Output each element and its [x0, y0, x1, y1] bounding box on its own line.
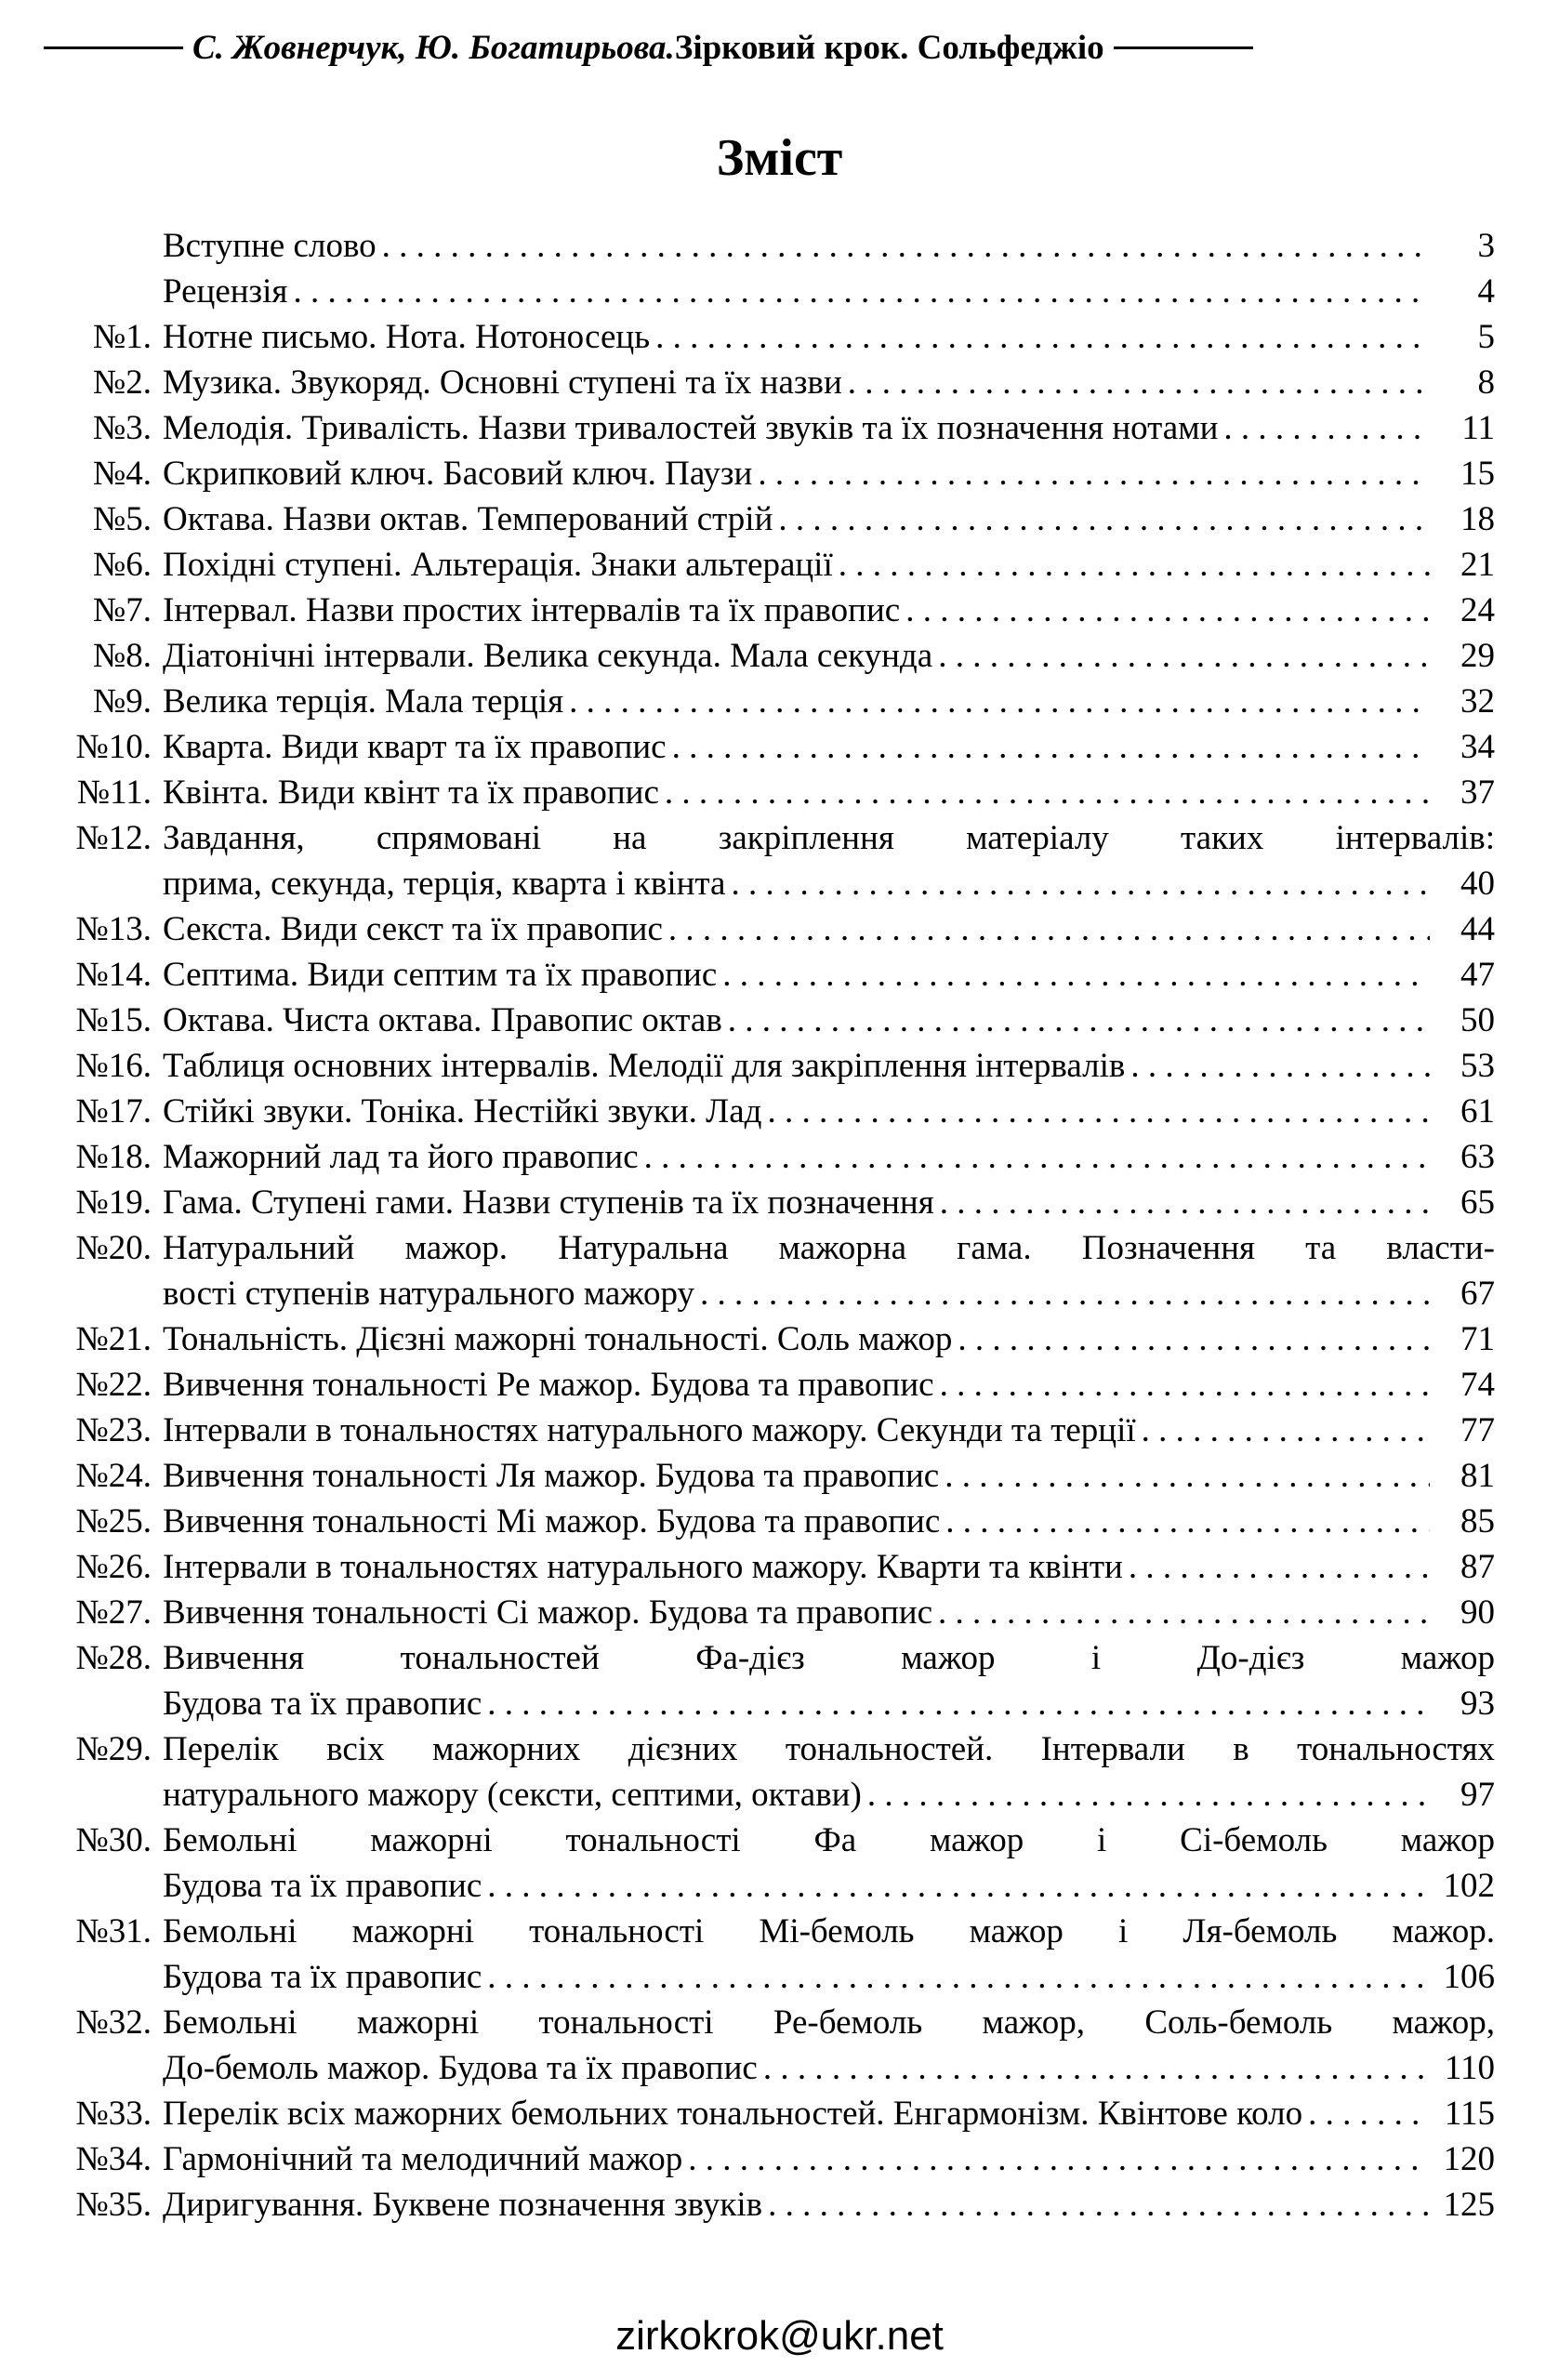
- toc-entry-page: 85: [1460, 1502, 1495, 1540]
- toc-entry-page: 63: [1460, 1138, 1495, 1176]
- toc-entry-last-line: [163, 906, 1495, 952]
- toc-dot-leader: [487, 1863, 1430, 1909]
- toc-entry-title: Мелодія. Тривалість. Назви тривалостей звуків та їх позначення нотами: [163, 409, 1219, 447]
- toc-entry-body: [152, 1544, 1495, 1590]
- toc-dot-leader: [672, 724, 1430, 770]
- toc-dot-leader: [945, 1499, 1430, 1544]
- toc-entry-number: №33.: [75, 2095, 152, 2133]
- toc-entry-last-line: [163, 542, 1495, 588]
- toc-entry: [45, 1909, 1495, 2000]
- toc-entry: [45, 496, 1495, 542]
- toc-entry: [45, 1499, 1495, 1544]
- toc-entry-page: 8: [1477, 364, 1495, 402]
- toc-entry-page: 90: [1460, 1593, 1495, 1632]
- toc-entry-number: №12.: [75, 819, 152, 857]
- toc-entry-number: №1.: [92, 318, 152, 356]
- toc-entry-page: 47: [1460, 956, 1495, 994]
- page-title: Зміст: [716, 129, 843, 187]
- toc-entry-number: №6.: [92, 546, 152, 584]
- toc-entry-title-line: Бемольні мажорні тональності Мі-бемоль мажор і Ля-бемоль мажор.: [163, 1912, 1495, 1950]
- header-rule-right: [1114, 46, 1253, 49]
- toc-entry-body: [152, 1225, 1495, 1316]
- toc-entry-title: Вивчення тональності Ре мажор. Будова та правопис: [163, 1366, 934, 1404]
- toc-entry-title: До-бемоль мажор. Будова та їх правопис: [163, 2049, 758, 2087]
- toc-entry-body: [152, 998, 1495, 1043]
- toc-entry-title: Скрипковий ключ. Басовий ключ. Паузи: [163, 455, 753, 493]
- toc-entry: [45, 1544, 1495, 1590]
- toc-entry-body: [152, 770, 1495, 815]
- toc-entry: [45, 815, 1495, 906]
- toc-dot-leader: [728, 998, 1430, 1043]
- toc-entry: [45, 588, 1495, 633]
- toc-entry-page: 97: [1460, 1776, 1495, 1814]
- toc-entry-body: [152, 314, 1495, 360]
- toc-entry-number: №5.: [92, 500, 152, 538]
- toc-entry-last-line: [163, 1954, 1495, 2000]
- toc-entry-number: №11.: [76, 774, 152, 812]
- toc-entry: [45, 2091, 1495, 2136]
- toc-entry: [45, 906, 1495, 952]
- toc-entry: [45, 451, 1495, 496]
- toc-entry-title-line: Вивчення тональностей Фа-дієз мажор і До-дієз мажор: [163, 1639, 1495, 1677]
- toc-entry-title: Будова та їх правопис: [163, 1867, 482, 1905]
- toc-entry: [45, 679, 1495, 724]
- toc-entry-number: №23.: [75, 1411, 152, 1449]
- header-rule-left: [44, 46, 183, 49]
- toc-entry-title: Гармонічний та мелодичний мажор: [163, 2140, 683, 2178]
- toc-entry-title-line: Бемольні мажорні тональності Ре-бемоль мажор, Соль-бемоль мажор,: [163, 2003, 1495, 2042]
- toc-dot-leader: [768, 2182, 1430, 2228]
- toc-entry-page: 53: [1460, 1047, 1495, 1085]
- toc-entry-body: [152, 633, 1495, 679]
- toc-dot-leader: [867, 1772, 1430, 1818]
- toc-entry-number: [45, 223, 152, 269]
- toc-entry-page: 67: [1460, 1275, 1495, 1313]
- toc-entry-number: №25.: [75, 1502, 152, 1540]
- toc-entry-page: 11: [1461, 409, 1495, 447]
- toc-entry-last-line: [163, 1772, 1495, 1818]
- toc-entry: [45, 223, 1495, 269]
- toc-entry-page: 125: [1443, 2186, 1495, 2224]
- toc-entry-last-line: [163, 679, 1495, 724]
- toc-entry-title: Септима. Види септим та їх правопис: [163, 956, 718, 994]
- toc-entry-body: [152, 269, 1495, 314]
- toc-entry: [45, 998, 1495, 1043]
- toc-dot-leader: [688, 2136, 1430, 2182]
- toc-entry-title: вості ступенів натурального мажору: [163, 1275, 694, 1313]
- toc-entry-title: Таблиця основних інтервалів. Мелодії для закріплення інтервалів: [163, 1047, 1126, 1085]
- toc-entry: [45, 1362, 1495, 1408]
- toc-entry-body: [152, 724, 1495, 770]
- toc-entry: [45, 1453, 1495, 1499]
- toc-entry: [45, 724, 1495, 770]
- toc-dot-leader: [905, 588, 1430, 633]
- toc-entry-number: №13.: [75, 910, 152, 948]
- toc-entry-title: Інтервали в тональностях натурального мажору. Секунди та терції: [163, 1411, 1136, 1449]
- toc-entry-title: Інтервал. Назви простих інтервалів та їх правопис: [163, 591, 901, 629]
- toc-entry-last-line: [163, 770, 1495, 815]
- toc-entry-title: Вступне слово: [163, 227, 377, 265]
- toc-entry-body: [152, 1909, 1495, 2000]
- toc-entry-page: 24: [1460, 591, 1495, 629]
- toc-entry-body: [152, 588, 1495, 633]
- toc-entry-page: 3: [1477, 227, 1495, 265]
- toc-entry-number: №27.: [75, 1593, 152, 1632]
- toc-dot-leader: [569, 679, 1430, 724]
- toc-entry-page: 115: [1444, 2095, 1495, 2133]
- toc-entry-last-line: [163, 360, 1495, 405]
- toc-entry-last-line: [163, 1499, 1495, 1544]
- toc-entry-page: 65: [1460, 1183, 1495, 1222]
- toc-entry-number: №9.: [92, 682, 152, 721]
- toc-entry-title: прима, секунда, терція, кварта і квінта: [163, 865, 726, 903]
- toc-entry-page: 106: [1443, 1958, 1495, 1996]
- toc-entry: [45, 1316, 1495, 1362]
- toc-entry-page: 93: [1460, 1685, 1495, 1723]
- toc-entry-last-line: [163, 1681, 1495, 1726]
- toc-dot-leader: [487, 1954, 1430, 2000]
- toc-entry-body: [152, 1408, 1495, 1453]
- toc-entry-last-line: [163, 1362, 1495, 1408]
- toc-entry-body: [152, 1134, 1495, 1180]
- toc-entry-title: Кварта. Види кварт та їх правопис: [163, 728, 667, 766]
- toc-entry-page: 15: [1460, 455, 1495, 493]
- toc-entry-last-line: [163, 1863, 1495, 1909]
- toc-entry-page: 34: [1460, 728, 1495, 766]
- toc-dot-leader: [1142, 1408, 1430, 1453]
- toc-entry-number: №22.: [75, 1366, 152, 1404]
- toc-dot-leader: [382, 223, 1430, 269]
- toc-entry-last-line: [163, 1590, 1495, 1635]
- toc-entry-last-line: [163, 952, 1495, 998]
- toc-entry: [45, 1043, 1495, 1089]
- toc-entry-title-line: Завдання, спрямовані на закріплення матеріалу таких інтервалів:: [163, 819, 1495, 857]
- toc-entry-body: [152, 1180, 1495, 1225]
- toc-entry-title-line: Натуральний мажор. Натуральна мажорна гама. Позначення та власти-: [163, 1229, 1495, 1267]
- toc-entry-body: [152, 1818, 1495, 1909]
- toc-dot-leader: [731, 861, 1430, 906]
- toc-entry-number: №3.: [92, 409, 152, 447]
- table-of-contents: [45, 223, 1495, 2228]
- toc-entry-body: [152, 223, 1495, 269]
- toc-dot-leader: [722, 952, 1430, 998]
- toc-entry-number: №8.: [92, 637, 152, 675]
- toc-entry-number: №21.: [75, 1320, 152, 1358]
- toc-entry-last-line: [163, 1544, 1495, 1590]
- toc-entry-title: Музика. Звукоряд. Основні ступені та їх назви: [163, 364, 842, 402]
- toc-entry-title: натурального мажору (сексти, септими, октави): [163, 1776, 862, 1814]
- toc-entry-last-line: [163, 2091, 1495, 2136]
- toc-entry-last-line: [163, 223, 1495, 269]
- toc-entry-number: №26.: [75, 1548, 152, 1586]
- toc-entry-page: 44: [1460, 910, 1495, 948]
- toc-entry-page: 61: [1460, 1092, 1495, 1130]
- toc-entry: [45, 1180, 1495, 1225]
- toc-entry-last-line: [163, 314, 1495, 360]
- toc-entry-body: [152, 2182, 1495, 2228]
- toc-entry-page: 29: [1460, 637, 1495, 675]
- toc-entry-number: №19.: [75, 1183, 152, 1222]
- toc-entry-last-line: [163, 405, 1495, 451]
- toc-dot-leader: [700, 1271, 1430, 1316]
- toc-entry: [45, 1225, 1495, 1316]
- toc-dot-leader: [644, 1134, 1430, 1180]
- toc-entry-body: [152, 1089, 1495, 1134]
- toc-entry-body: [152, 952, 1495, 998]
- toc-entry-title: Тональність. Дієзні мажорні тональності. Соль мажор: [163, 1320, 953, 1358]
- toc-entry-title: Мажорний лад та його правопис: [163, 1138, 639, 1176]
- toc-entry-number: №4.: [92, 455, 152, 493]
- toc-entry-last-line: [163, 1134, 1495, 1180]
- toc-entry-title: Похідні ступені. Альтерація. Знаки альтерації: [163, 546, 833, 584]
- toc-entry-title: Октава. Чиста октава. Правопис октав: [163, 1001, 722, 1039]
- toc-entry-last-line: [163, 2136, 1495, 2182]
- toc-entry-number: №10.: [75, 728, 152, 766]
- toc-entry: [45, 1635, 1495, 1726]
- toc-entry-last-line: [163, 2182, 1495, 2228]
- toc-entry: [45, 2182, 1495, 2228]
- toc-entry-body: [152, 1316, 1495, 1362]
- toc-dot-leader: [668, 906, 1430, 952]
- toc-entry-body: [152, 679, 1495, 724]
- toc-entry: [45, 2000, 1495, 2091]
- toc-entry: [45, 1089, 1495, 1134]
- toc-entry-page: 37: [1460, 774, 1495, 812]
- toc-entry-number: [45, 269, 152, 314]
- toc-entry-title: Нотне письмо. Нота. Нотоносець: [163, 318, 651, 356]
- toc-entry-page: 74: [1460, 1366, 1495, 1404]
- toc-entry: [45, 2136, 1495, 2182]
- toc-entry-last-line: [163, 1180, 1495, 1225]
- toc-entry-body: [152, 1043, 1495, 1089]
- toc-entry-number: №16.: [75, 1047, 152, 1085]
- toc-entry: [45, 314, 1495, 360]
- toc-dot-leader: [665, 770, 1430, 815]
- toc-entry-title: Вивчення тональності Мі мажор. Будова та правопис: [163, 1502, 941, 1540]
- toc-entry-title: Квінта. Види квінт та їх правопис: [163, 774, 659, 812]
- toc-entry-title: Будова та їх правопис: [163, 1958, 482, 1996]
- toc-entry-body: [152, 360, 1495, 405]
- toc-entry-title: Перелік всіх мажорних бемольних тональностей. Енгармонізм. Квінтове коло: [163, 2095, 1303, 2133]
- toc-entry-number: №34.: [75, 2140, 152, 2178]
- toc-entry-body: [152, 2136, 1495, 2182]
- toc-entry-number: №7.: [92, 591, 152, 629]
- toc-entry-body: [152, 2000, 1495, 2091]
- toc-entry-body: [152, 496, 1495, 542]
- toc-entry-title: Діатонічні інтервали. Велика секунда. Мала секунда: [163, 637, 933, 675]
- toc-entry: [45, 633, 1495, 679]
- toc-entry-page: 40: [1460, 865, 1495, 903]
- toc-entry-page: 102: [1443, 1867, 1495, 1905]
- toc-entry-page: 5: [1477, 318, 1495, 356]
- toc-entry-body: [152, 1499, 1495, 1544]
- toc-entry: [45, 405, 1495, 451]
- toc-entry: [45, 1134, 1495, 1180]
- toc-entry-number: №15.: [75, 1001, 152, 1039]
- toc-entry-last-line: [163, 724, 1495, 770]
- toc-entry-page: 110: [1444, 2049, 1495, 2087]
- toc-entry-page: 32: [1460, 682, 1495, 721]
- toc-entry-title-line: Бемольні мажорні тональності Фа мажор і Сі-бемоль мажор: [163, 1821, 1495, 1859]
- toc-entry: [45, 1408, 1495, 1453]
- header-text: [192, 28, 1104, 68]
- toc-entry-number: №28.: [75, 1639, 152, 1677]
- toc-entry-body: [152, 1362, 1495, 1408]
- toc-entry-last-line: [163, 1043, 1495, 1089]
- toc-entry-body: [152, 1726, 1495, 1818]
- toc-entry-page: 21: [1460, 546, 1495, 584]
- toc-entry-page: 71: [1460, 1320, 1495, 1358]
- toc-dot-leader: [938, 633, 1430, 679]
- toc-entry-body: [152, 906, 1495, 952]
- toc-entry-title: Вивчення тональності Ля мажор. Будова та правопис: [163, 1457, 940, 1495]
- toc-entry-page: 18: [1460, 500, 1495, 538]
- toc-dot-leader: [767, 1089, 1430, 1134]
- toc-entry-page: 50: [1460, 1001, 1495, 1039]
- toc-entry: [45, 770, 1495, 815]
- toc-entry-title: Диригування. Буквене позначення звуків: [163, 2186, 763, 2224]
- toc-entry-body: [152, 451, 1495, 496]
- toc-entry-title: Вивчення тональності Сі мажор. Будова та правопис: [163, 1593, 933, 1632]
- toc-entry-page: 77: [1460, 1411, 1495, 1449]
- toc-entry-title: Рецензія: [163, 272, 288, 311]
- toc-entry-title-line: Перелік всіх мажорних дієзних тональностей. Інтервали в тональностях: [163, 1730, 1495, 1768]
- toc-entry-title: Стійкі звуки. Тоніка. Нестійкі звуки. Лад: [163, 1092, 762, 1130]
- toc-entry-title: Секста. Види секст та їх правопис: [163, 910, 663, 948]
- toc-entry-number: №29.: [75, 1730, 152, 1768]
- toc-entry-page: 87: [1460, 1548, 1495, 1586]
- toc-entry-body: [152, 2091, 1495, 2136]
- toc-dot-leader: [958, 1316, 1430, 1362]
- toc-entry-number: №17.: [75, 1092, 152, 1130]
- toc-entry-body: [152, 815, 1495, 906]
- toc-dot-leader: [293, 269, 1430, 314]
- toc-entry: [45, 952, 1495, 998]
- toc-entry-number: №35.: [75, 2186, 152, 2224]
- toc-entry-body: [152, 1453, 1495, 1499]
- toc-entry-number: №24.: [75, 1457, 152, 1495]
- running-header: [44, 28, 1457, 68]
- toc-dot-leader: [487, 1681, 1430, 1726]
- toc-entry-last-line: [163, 269, 1495, 314]
- toc-entry-number: №31.: [75, 1912, 152, 1950]
- toc-entry-number: №14.: [75, 956, 152, 994]
- toc-entry-last-line: [163, 496, 1495, 542]
- toc-entry-last-line: [163, 588, 1495, 633]
- toc-dot-leader: [940, 1362, 1430, 1408]
- toc-entry-title: Велика терція. Мала терція: [163, 682, 564, 721]
- toc-entry-body: [152, 1635, 1495, 1726]
- toc-entry: [45, 542, 1495, 588]
- toc-entry: [45, 1726, 1495, 1818]
- toc-entry-body: [152, 405, 1495, 451]
- toc-entry-last-line: [163, 861, 1495, 906]
- footer-email: zirkokrok@ukr.net: [615, 2313, 944, 2359]
- toc-entry-last-line: [163, 633, 1495, 679]
- toc-entry: [45, 1818, 1495, 1909]
- header-book-title: Зірковий крок. Сольфеджіо: [674, 29, 1104, 67]
- toc-dot-leader: [1223, 405, 1430, 451]
- toc-entry-number: №32.: [75, 2003, 152, 2042]
- toc-dot-leader: [655, 314, 1430, 360]
- toc-entry-last-line: [163, 998, 1495, 1043]
- toc-entry-page: 81: [1460, 1457, 1495, 1495]
- toc-entry-last-line: [163, 2045, 1495, 2091]
- toc-entry-last-line: [163, 451, 1495, 496]
- header-authors: С. Жовнерчук, Ю. Богатирьова.: [192, 29, 675, 67]
- toc-entry-last-line: [163, 1316, 1495, 1362]
- toc-dot-leader: [938, 1590, 1430, 1635]
- toc-dot-leader: [763, 2045, 1430, 2091]
- toc-entry-last-line: [163, 1089, 1495, 1134]
- toc-entry-page: 120: [1443, 2140, 1495, 2178]
- toc-entry-number: №2.: [92, 364, 152, 402]
- toc-entry-last-line: [163, 1408, 1495, 1453]
- toc-entry-number: №18.: [75, 1138, 152, 1176]
- toc-dot-leader: [839, 542, 1430, 588]
- toc-entry-number: №30.: [75, 1821, 152, 1859]
- toc-entry: [45, 360, 1495, 405]
- toc-entry: [45, 269, 1495, 314]
- toc-entry-title: Будова та їх правопис: [163, 1685, 482, 1723]
- toc-dot-leader: [1308, 2091, 1430, 2136]
- toc-entry-title: Інтервали в тональностях натурального мажору. Кварти та квінти: [163, 1548, 1123, 1586]
- toc-dot-leader: [1130, 1043, 1430, 1089]
- toc-entry-body: [152, 542, 1495, 588]
- toc-entry-body: [152, 1590, 1495, 1635]
- toc-entry-number: №20.: [75, 1229, 152, 1267]
- toc-entry-title: Октава. Назви октав. Темперований стрій: [163, 500, 773, 538]
- toc-entry: [45, 1590, 1495, 1635]
- toc-dot-leader: [940, 1180, 1430, 1225]
- toc-entry-last-line: [163, 1453, 1495, 1499]
- toc-dot-leader: [778, 496, 1430, 542]
- toc-entry-title: Гама. Ступені гами. Назви ступенів та їх позначення: [163, 1183, 934, 1222]
- toc-dot-leader: [945, 1453, 1430, 1499]
- toc-dot-leader: [848, 360, 1430, 405]
- toc-dot-leader: [758, 451, 1430, 496]
- toc-dot-leader: [1129, 1544, 1430, 1590]
- toc-entry-last-line: [163, 1271, 1495, 1316]
- toc-entry-page: 4: [1477, 272, 1495, 311]
